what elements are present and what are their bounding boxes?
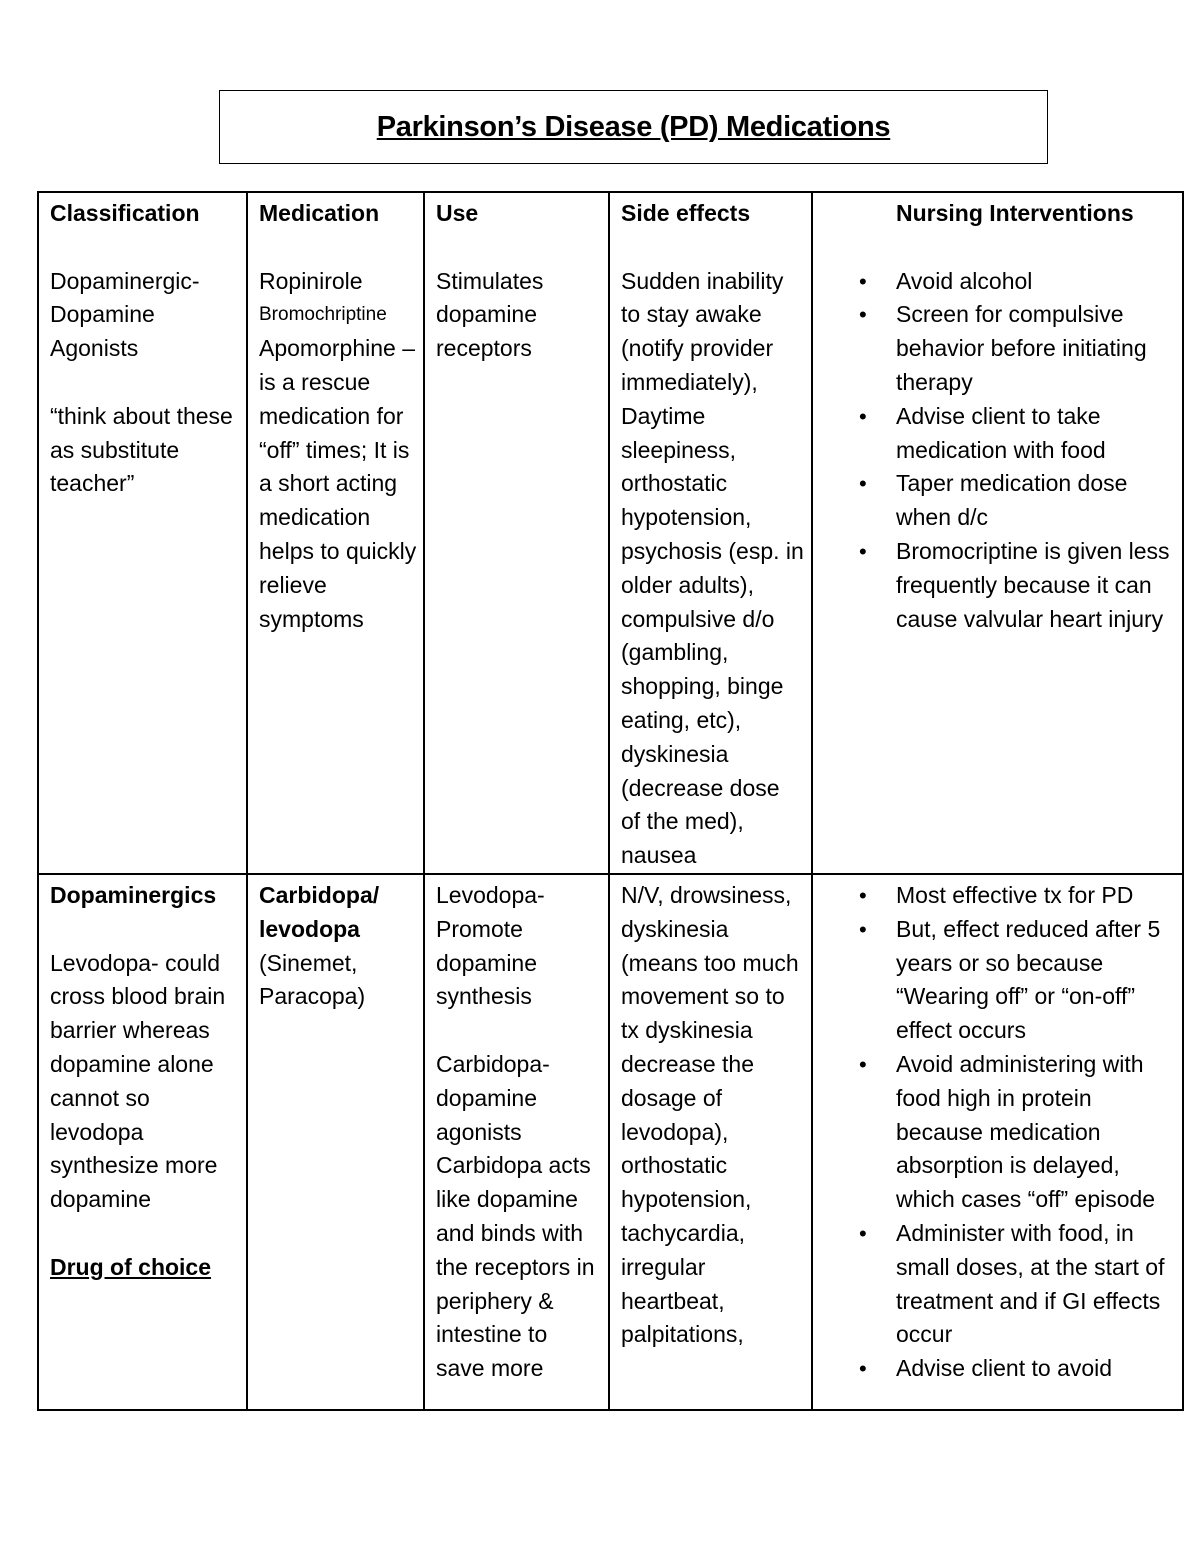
header-side-effects: Side effects (621, 200, 751, 226)
drug-of-choice-label: Drug of choice (50, 1253, 212, 1280)
list-item: • Administer with food, in small doses, at the start of treatment and if GI effects occur (896, 1217, 1176, 1352)
cell-classification-1 (38, 192, 247, 874)
classification-note: “think about these as substitute teacher” (50, 402, 233, 497)
page-title: Parkinson’s Disease (PD) Medications (376, 110, 891, 143)
cell-nursing-2 (812, 874, 1183, 1410)
cell-medication-1 (247, 192, 424, 874)
cell-nursing-1 (812, 192, 1183, 874)
medication-name: Bromochriptine (259, 304, 387, 326)
use-text: Levodopa- Promote dopamine synthesis (436, 881, 545, 1010)
header-nursing: Nursing Interventions (896, 200, 1134, 226)
list-item: • Avoid administering with food high in protein because medication absorption is delayed, which cases “off” episode (896, 1048, 1176, 1217)
list-item: • Bromocriptine is given less frequently because it can cause valvular heart injury (896, 535, 1176, 636)
medications-table (37, 191, 1184, 1411)
classification-note: Levodopa- could cross blood brain barrier whereas dopamine alone cannot so levodopa synthesize more dopamine (50, 949, 226, 1213)
use-text: Carbidopa- dopamine agonists Carbidopa acts like dopamine and binds with the receptors in periphery & intestine to save more (436, 1050, 595, 1382)
cell-classification-2 (38, 874, 247, 1410)
medication-name: Apomorphine –is a rescue medication for “off” times; It is a short acting medication helps to quickly relieve symptoms (259, 335, 417, 632)
medication-name: Carbidopa/ levodopa (259, 881, 380, 942)
list-item: • But, effect reduced after 5 years or so because “Wearing off” or “on-off” effect occurs (896, 913, 1176, 1048)
side-effects-text: N/V, drowsiness, dyskinesia (means too much movement so to tx dyskinesia decrease the dosage of levodopa), orthostatic hypotension, tachycardia, irregular heartbeat, palpitations, (621, 881, 799, 1348)
list-item: • Advise client to take medication with food (896, 400, 1176, 468)
header-medication: Medication (259, 200, 380, 226)
cell-side-effects-1 (609, 192, 812, 874)
list-item: • Most effective tx for PD (896, 879, 1176, 913)
medication-brands: (Sinemet, Paracopa) (259, 949, 366, 1010)
medication-name: Ropinirole (259, 267, 363, 294)
list-item: • Avoid alcohol (896, 265, 1176, 299)
list-item: • Advise client to avoid (896, 1352, 1176, 1386)
nursing-list (824, 879, 1176, 1386)
list-item: • Screen for compulsive behavior before initiating therapy (896, 298, 1176, 399)
cell-medication-2 (247, 874, 424, 1410)
table-row (38, 874, 1183, 1410)
title-box (219, 90, 1048, 164)
cell-side-effects-2 (609, 874, 812, 1410)
side-effects-text: Sudden inability to stay awake (notify provider immediately), Daytime sleepiness, orthostatic hypotension, psychosis (esp. in older adults), compulsive d/o (gambling, shopping, binge eating, etc), dyskinesia (decrease dose of the med), nausea (621, 267, 804, 869)
cell-use-2 (424, 874, 609, 1410)
table-row (38, 192, 1183, 874)
use-text: Stimulates dopamine receptors (436, 267, 544, 362)
cell-use-1 (424, 192, 609, 874)
classification-name: Dopaminergics (50, 881, 217, 908)
list-item: • Taper medication dose when d/c (896, 467, 1176, 535)
nursing-list (824, 265, 1176, 637)
classification-name: Dopaminergic- Dopamine Agonists (50, 267, 200, 362)
header-classification: Classification (50, 200, 200, 226)
header-use: Use (436, 200, 479, 226)
